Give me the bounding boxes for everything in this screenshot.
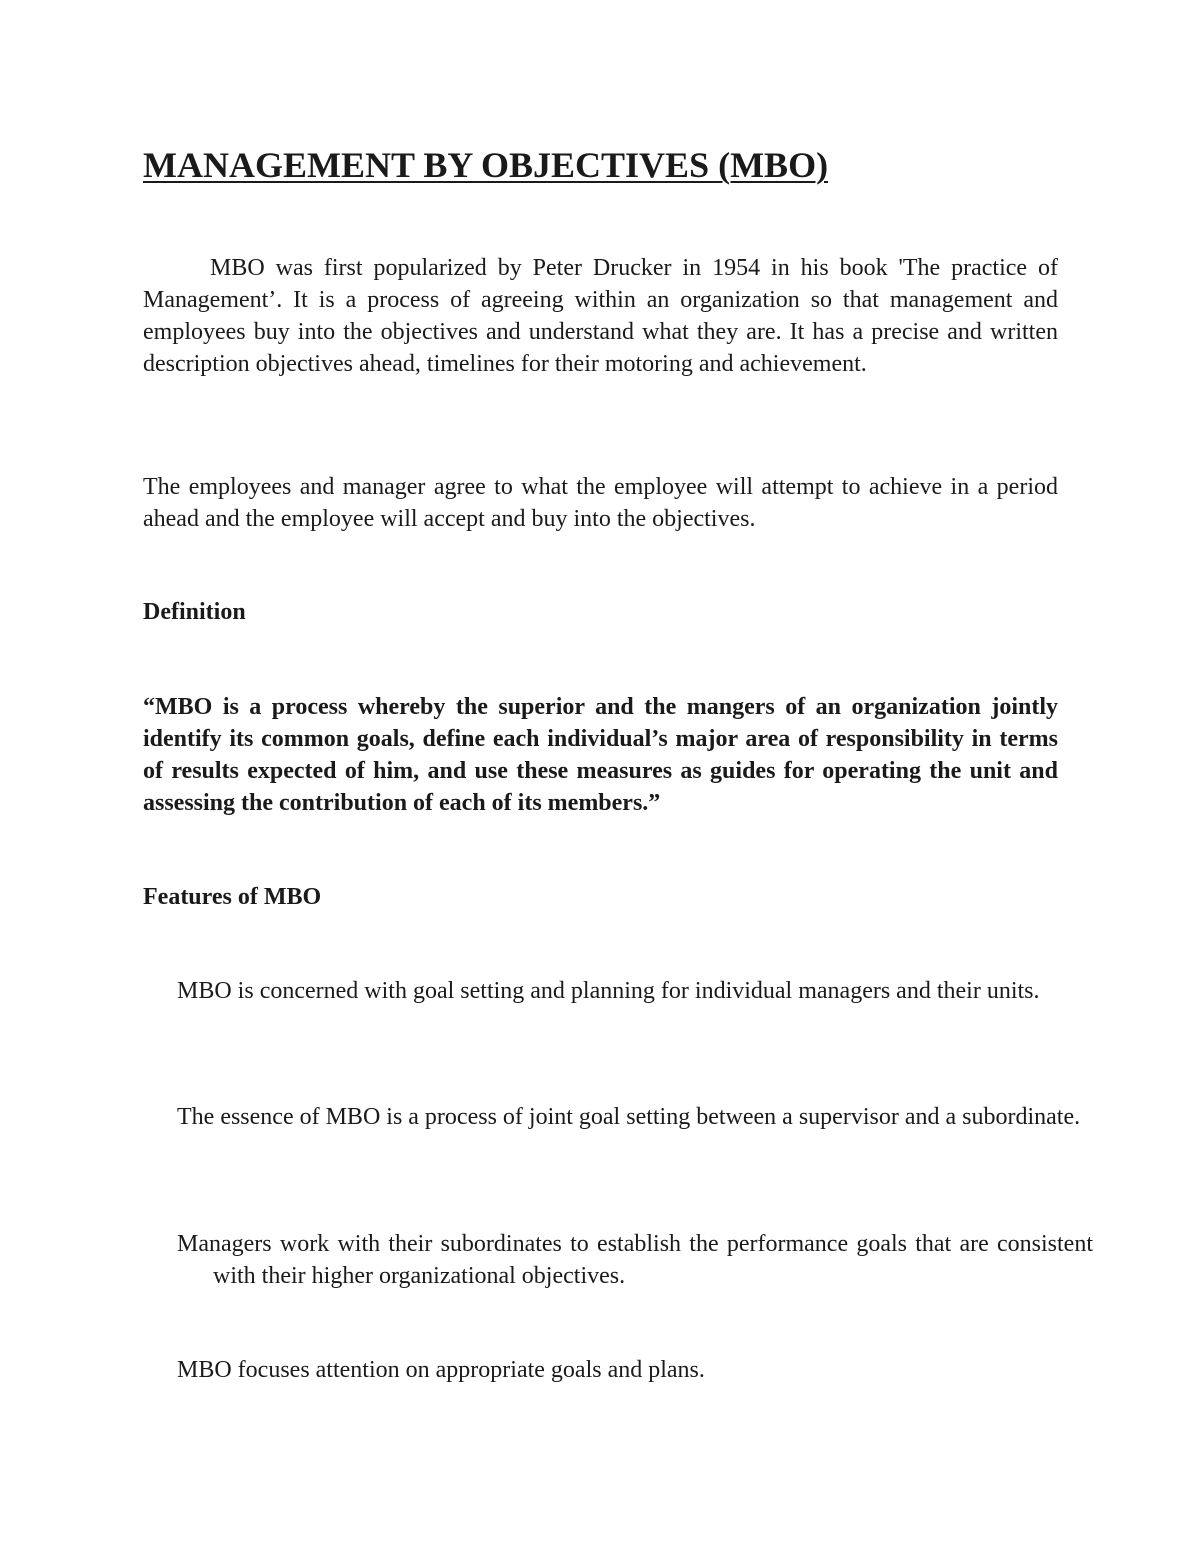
document-title: MANAGEMENT BY OBJECTIVES (MBO) [143, 145, 829, 185]
feature-item: Managers work with their subordinates to establish the performance goals that are consistent with their higher organizational objectives. [177, 1231, 1093, 1289]
intro-paragraph-2: The employees and manager agree to what the employee will attempt to achieve in a period ahead and the employee will accept and buy into the objectives. [143, 474, 1058, 532]
feature-item: MBO is concerned with goal setting and planning for individual managers and their units. [177, 978, 1040, 1004]
definition-heading: Definition [143, 599, 246, 625]
feature-item: MBO focuses attention on appropriate goals and plans. [177, 1357, 705, 1383]
intro-paragraph-1: MBO was first popularized by Peter Drucker in 1954 in his book 'The practice of Management’. It is a process of agreeing within an organization so that management and employees buy into the objectives and understand what they are. It has a precise and written description objectives ahead, timelines for their motoring and achievement. [143, 255, 1058, 377]
feature-item: The essence of MBO is a process of joint goal setting between a supervisor and a subordinate. [177, 1104, 1081, 1130]
features-heading: Features of MBO [143, 884, 322, 910]
definition-quote: “MBO is a process whereby the superior and the mangers of an organization jointly identify its common goals, define each individual’s major area of responsibility in terms of results expected of him, and use these measures as guides for operating the unit and assessing the contribution of each of its members.” [143, 694, 1058, 816]
